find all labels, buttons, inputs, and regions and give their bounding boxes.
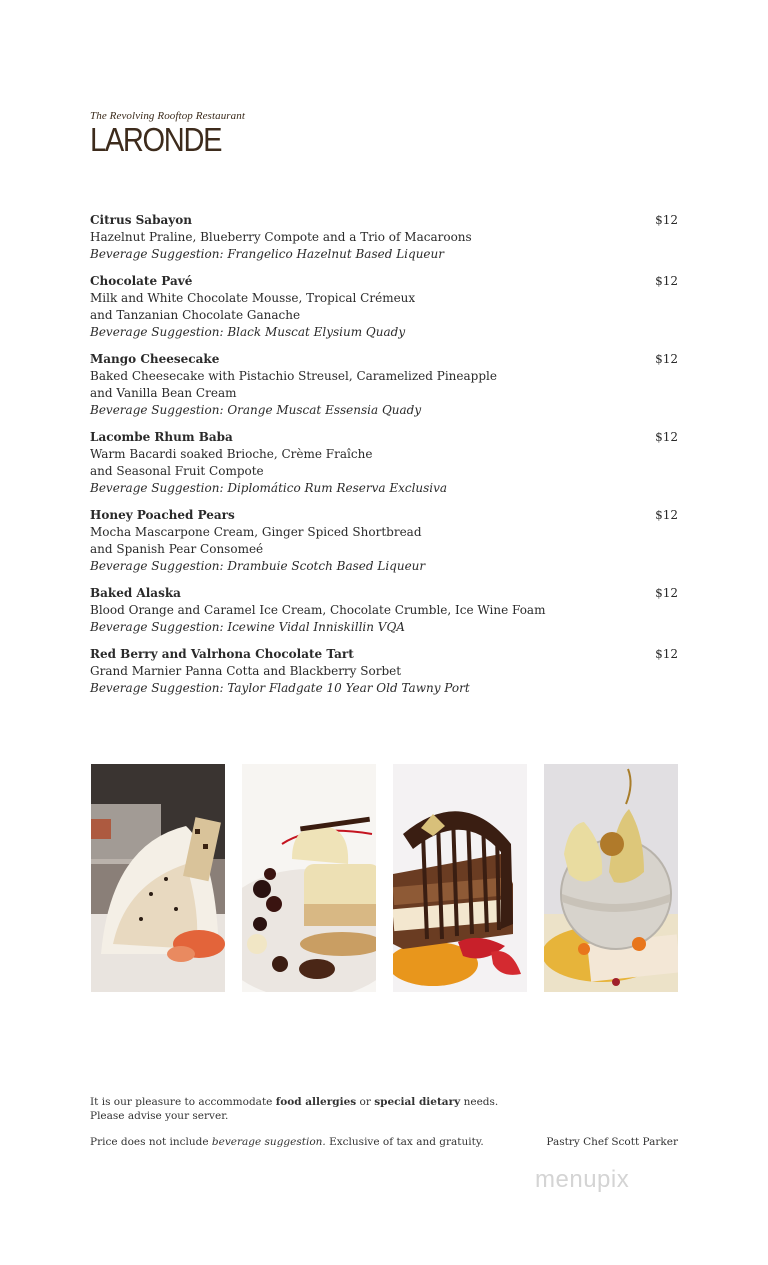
item-description: and Vanilla Bean Cream xyxy=(90,386,237,400)
item-name: Mango Cheesecake xyxy=(90,352,220,366)
item-description: Mocha Mascarpone Cream, Ginger Spiced Shortbread xyxy=(90,525,422,539)
mango-cheesecake-photo xyxy=(242,764,376,992)
honey-poached-pears-photo xyxy=(544,764,678,992)
beverage-suggestion: Beverage Suggestion: Taylor Fladgate 10 Year Old Tawny Port xyxy=(90,681,470,695)
beverage-suggestion: Beverage Suggestion: Black Muscat Elysium Quady xyxy=(90,325,406,339)
item-price: $12 xyxy=(655,586,678,600)
menu-item xyxy=(90,212,678,263)
logo-tagline: The Revolving Rooftop Restaurant xyxy=(90,110,246,122)
menu-item xyxy=(90,646,678,697)
item-price: $12 xyxy=(655,647,678,661)
item-name: Honey Poached Pears xyxy=(90,508,235,522)
item-description: Hazelnut Praline, Blueberry Compote and a Trio of Macaroons xyxy=(90,230,472,244)
allergy-advise: Please advise your server. xyxy=(90,1110,229,1122)
item-name: Chocolate Pavé xyxy=(90,274,193,288)
item-description: and Tanzanian Chocolate Ganache xyxy=(90,308,301,322)
logo-name: LARONDE xyxy=(90,121,222,158)
menu-item xyxy=(90,507,678,575)
item-description: Blood Orange and Caramel Ice Cream, Chocolate Crumble, Ice Wine Foam xyxy=(90,603,546,617)
item-price: $12 xyxy=(655,274,678,288)
allergy-text-mid: or xyxy=(356,1096,375,1108)
allergy-text: It is our pleasure to accommodate xyxy=(90,1096,276,1108)
pastry-chef-credit: Pastry Chef Scott Parker xyxy=(546,1136,678,1148)
watermark: menupix xyxy=(535,1166,630,1193)
beverage-suggestion: Beverage Suggestion: Frangelico Hazelnut Based Liqueur xyxy=(90,247,444,261)
baked-alaska-photo xyxy=(91,764,225,992)
item-description: Milk and White Chocolate Mousse, Tropical Crémeux xyxy=(90,291,416,305)
allergy-note xyxy=(90,1095,678,1123)
item-name: Citrus Sabayon xyxy=(90,213,192,227)
item-price: $12 xyxy=(655,508,678,522)
allergy-bold-dietary: special dietary xyxy=(374,1096,461,1108)
beverage-suggestion: Beverage Suggestion: Drambuie Scotch Based Liqueur xyxy=(90,559,426,573)
item-price: $12 xyxy=(655,352,678,366)
price-note-end: Exclusive of tax and gratuity. xyxy=(325,1136,484,1148)
menu-footer xyxy=(90,1095,678,1149)
item-name: Baked Alaska xyxy=(90,586,181,600)
item-name: Lacombe Rhum Baba xyxy=(90,430,233,444)
item-price: $12 xyxy=(655,430,678,444)
menu-item xyxy=(90,273,678,341)
chocolate-pave-photo xyxy=(393,764,527,992)
item-price: $12 xyxy=(655,213,678,227)
menu-item xyxy=(90,351,678,419)
dessert-menu xyxy=(90,212,678,707)
menu-item xyxy=(90,585,678,636)
menu-item xyxy=(90,429,678,497)
price-note-italic: beverage suggestion. xyxy=(211,1136,326,1148)
allergy-text-end: needs. xyxy=(460,1096,499,1108)
item-name: Red Berry and Valrhona Chocolate Tart xyxy=(90,647,354,661)
beverage-suggestion: Beverage Suggestion: Orange Muscat Essensia Quady xyxy=(90,403,422,417)
price-note-row xyxy=(90,1135,678,1149)
item-description: and Seasonal Fruit Compote xyxy=(90,464,264,478)
beverage-suggestion: Beverage Suggestion: Icewine Vidal Inniskillin VQA xyxy=(90,620,405,634)
item-description: and Spanish Pear Consomeé xyxy=(90,542,264,556)
beverage-suggestion: Beverage Suggestion: Diplomático Rum Reserva Exclusiva xyxy=(90,481,448,495)
allergy-bold-food: food allergies xyxy=(275,1096,357,1108)
item-description: Baked Cheesecake with Pistachio Streusel, Caramelized Pineapple xyxy=(90,369,497,383)
dessert-photo-strip xyxy=(91,764,678,992)
restaurant-logo xyxy=(90,110,245,156)
item-description: Grand Marnier Panna Cotta and Blackberry Sorbet xyxy=(90,664,402,678)
item-description: Warm Bacardi soaked Brioche, Crème Fraîche xyxy=(90,447,373,461)
price-note: Price does not include xyxy=(90,1136,212,1148)
